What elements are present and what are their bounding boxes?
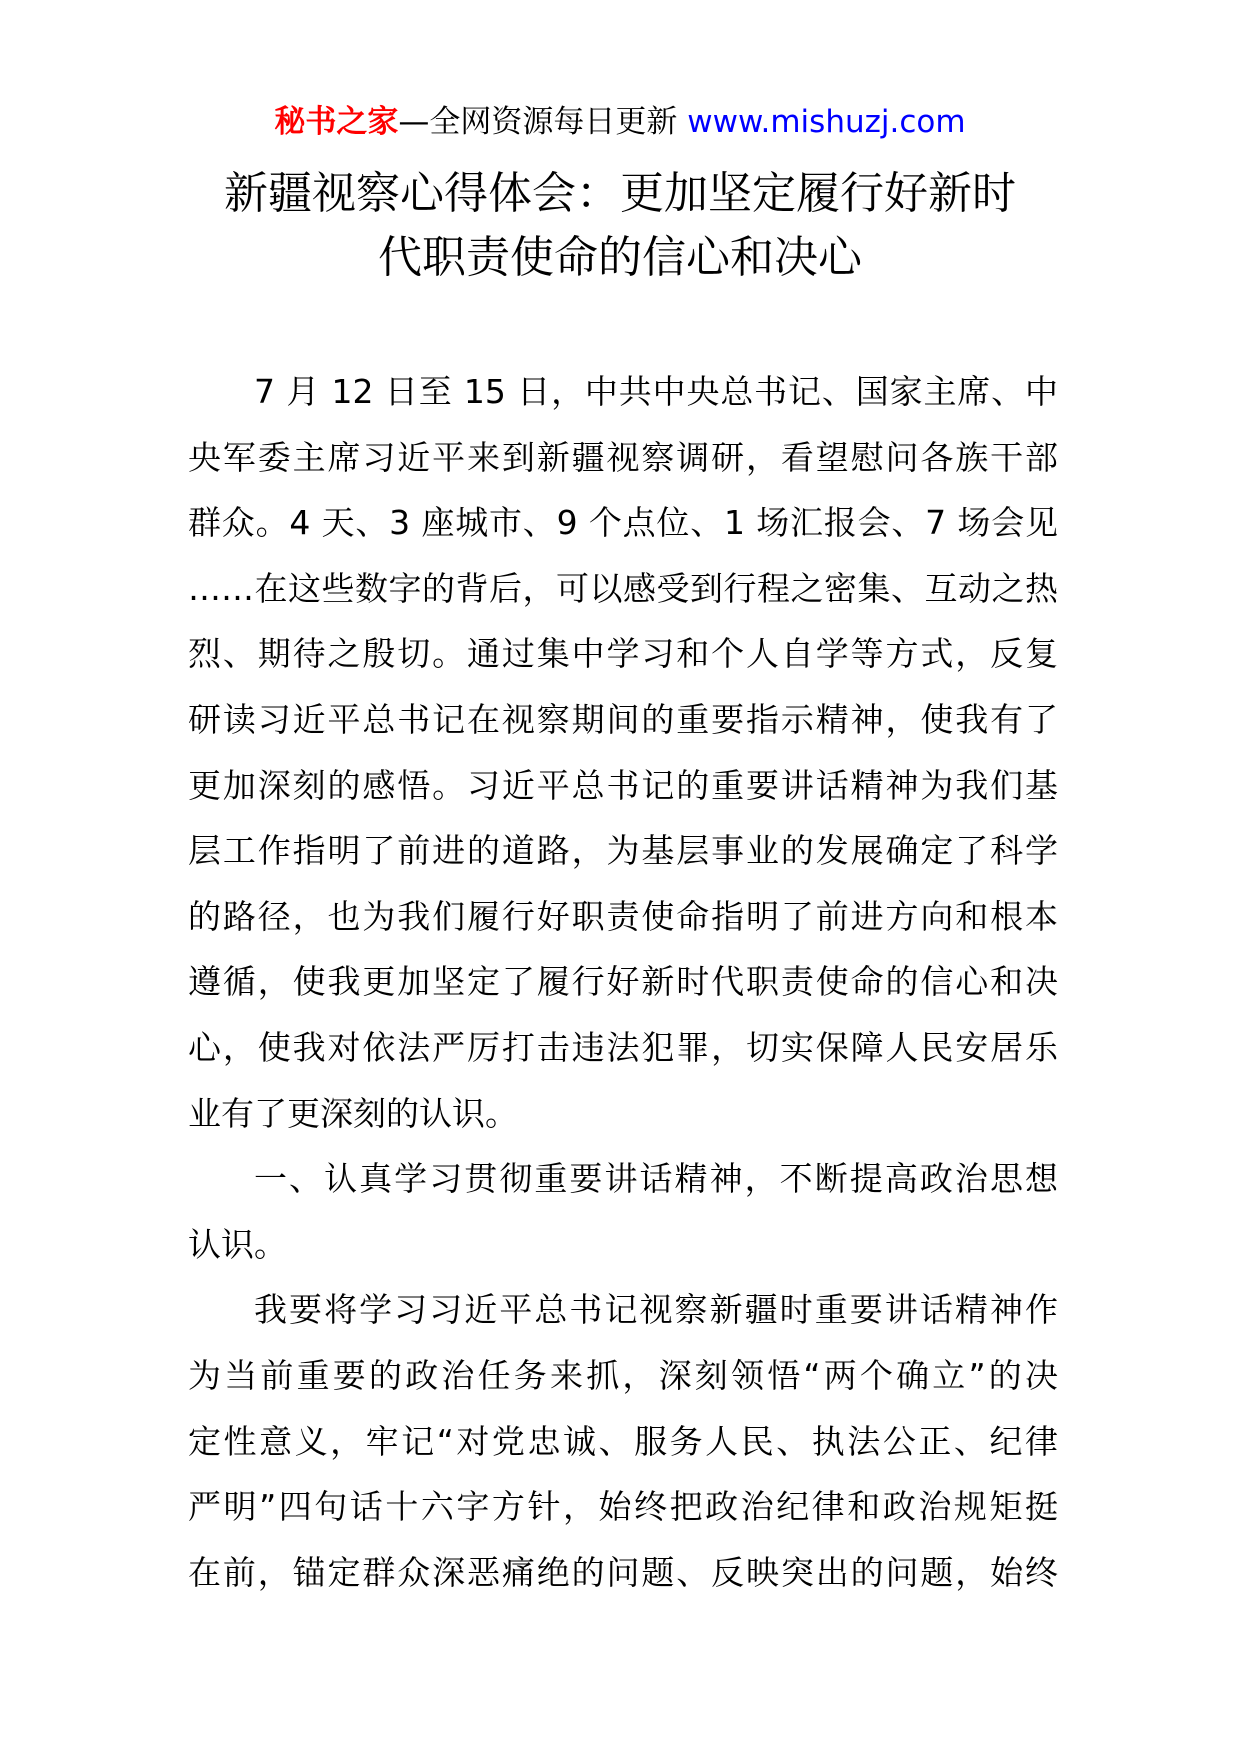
document-body xyxy=(188,359,1058,1605)
paragraph-line: 烈、期待之殷切。通过集中学习和个人自学等方式，反复 xyxy=(188,634,1058,674)
paragraph-line: 严明”四句话十六字方针，始终把政治纪律和政治规矩挺 xyxy=(188,1487,1058,1527)
paragraph-line: 定性意义，牢记“对党忠诚、服务人民、执法公正、纪律 xyxy=(188,1421,1058,1461)
paragraph-line: 的路径，也为我们履行好职责使命指明了前进方向和根本 xyxy=(188,896,1058,936)
document-title xyxy=(150,162,1090,290)
brand-name: 秘书之家 xyxy=(274,104,399,140)
paragraph-line: 我要将学习习近平总书记视察新疆时重要讲话精神作 xyxy=(254,1290,1058,1330)
paragraph-line: ……在这些数字的背后，可以感受到行程之密集、互动之热 xyxy=(188,568,1058,608)
paragraph-line: 为当前重要的政治任务来抓，深刻领悟“两个确立”的决 xyxy=(188,1355,1058,1395)
paragraph-line: 层工作指明了前进的道路，为基层事业的发展确定了科学 xyxy=(188,831,1058,871)
section-heading-line: 一、认真学习贯彻重要讲话精神，不断提高政治思想 xyxy=(254,1159,1058,1199)
paragraph-line: 在前，锚定群众深恶痛绝的问题、反映突出的问题，始终 xyxy=(188,1552,1058,1592)
paragraph-line: 更加深刻的感悟。习近平总书记的重要讲话精神为我们基 xyxy=(188,765,1058,805)
paragraph-line: 遵循，使我更加坚定了履行好新时代职责使命的信心和决 xyxy=(188,962,1058,1002)
paragraph-line: 央军委主席习近平来到新疆视察调研，看望慰问各族干部 xyxy=(188,437,1058,477)
paragraph-line: 研读习近平总书记在视察期间的重要指示精神，使我有了 xyxy=(188,699,1058,739)
header-slogan: —全网资源每日更新 xyxy=(398,104,678,140)
site-url-link[interactable]: www.mishuzj.com xyxy=(687,104,966,140)
title-line-2: 代职责使命的信心和决心 xyxy=(378,232,862,283)
site-header xyxy=(0,100,1240,144)
paragraph-line: 业有了更深刻的认识。 xyxy=(188,1093,518,1133)
paragraph-line: 7 月 12 日至 15 日，中共中央总书记、国家主席、中 xyxy=(254,372,1058,411)
title-line-1: 新疆视察心得体会：更加坚定履行好新时 xyxy=(224,168,1016,219)
paragraph-line: 心，使我对依法严厉打击违法犯罪，切实保障人民安居乐 xyxy=(188,1027,1058,1067)
paragraph-line: 群众。4 天、3 座城市、9 个点位、1 场汇报会、7 场会见 xyxy=(188,503,1058,543)
section-heading-line: 认识。 xyxy=(188,1224,287,1264)
